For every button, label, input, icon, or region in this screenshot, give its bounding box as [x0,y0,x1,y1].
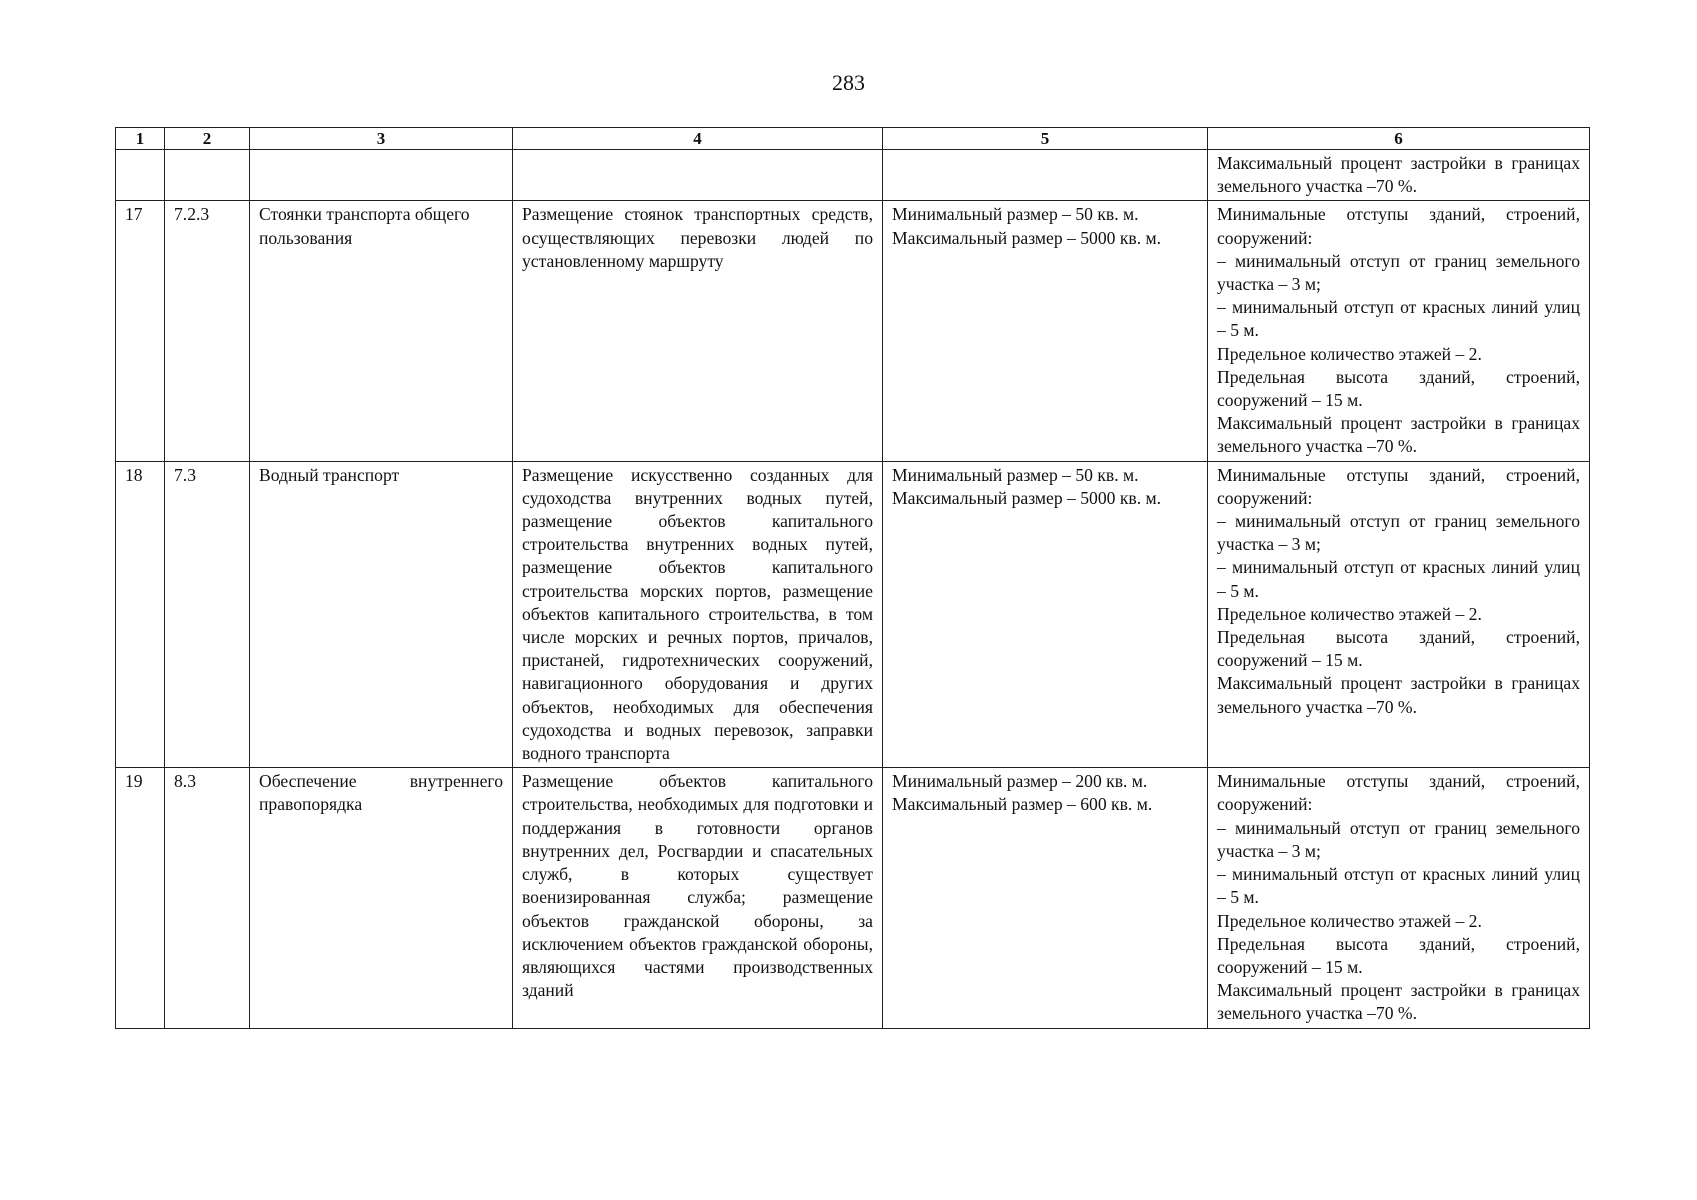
param-line: Максимальный процент застройки в границах земельного участка –70 %. [1217,413,1580,457]
size-cell [883,768,1208,1028]
code-cell: 8.3 [165,768,250,1028]
param-line: Минимальные отступы зданий, строений, сооружений: [1217,464,1580,508]
param-line: Предельная высота зданий, строений, сооружений – 15 м. [1217,366,1580,411]
param-line: Предельное количество этажей – 2. [1217,603,1482,624]
row-number-cell: 18 [116,461,165,768]
page-number: 283 [832,70,865,95]
name-cell: Обеспечение внутреннего правопорядка [250,768,513,1028]
column-header: 2 [165,128,250,150]
param-line: – минимальный отступ от красных линий улиц – 5 м. [1217,864,1580,908]
size-min: Минимальный размер – 50 кв. м. [892,204,1139,225]
name-cell [250,150,513,201]
table-row [116,201,1590,461]
name-cell: Водный транспорт [250,461,513,768]
param-line: – минимальный отступ от границ земельного участка – 3 м; [1217,250,1580,295]
param-line: Минимальные отступы зданий, строений, сооружений: [1217,204,1580,248]
column-header: 1 [116,128,165,150]
param-line: Предельное количество этажей – 2. [1217,910,1482,931]
column-header: 3 [250,128,513,150]
size-cell [883,201,1208,461]
table-header-row [116,128,1590,150]
size-min: Минимальный размер – 200 кв. м. [892,771,1148,792]
row-number-cell [116,150,165,201]
params-cell [1208,768,1590,1028]
row-number-cell: 19 [116,768,165,1028]
params-cell [1208,150,1590,201]
table-row [116,768,1590,1028]
param-line: Максимальный процент застройки в границах земельного участка –70 %. [1217,980,1580,1024]
param-line: Предельная высота зданий, строений, сооружений – 15 м. [1217,627,1580,671]
description-cell [513,150,883,201]
param-line: – минимальный отступ от границ земельного участка – 3 м; [1217,511,1580,555]
description-cell: Размещение стоянок транспортных средств, осуществляющих перевозки людей по установленному маршруту [513,201,883,461]
row-number-cell: 17 [116,201,165,461]
table-row [116,150,1590,201]
code-cell: 7.3 [165,461,250,768]
size-max: Максимальный размер – 5000 кв. м. [892,227,1162,248]
param-line: Предельное количество этажей – 2. [1217,343,1482,364]
description-cell: Размещение искусственно созданных для судоходства внутренних водных путей, размещение объектов капитального строительства внутренних водных путей, размещение объектов капитального строительства морских портов, размещение объектов капитального строительства, в том числе морских и речных портов, причалов, пристаней, гидротехнических сооружений, навигационного оборудования и других объектов, необходимых для обеспечения судоходства и водных перевозок, заправки водного транспорта [513,461,883,768]
size-max: Максимальный размер – 600 кв. м. [892,794,1153,815]
code-cell: 7.2.3 [165,201,250,461]
params-cell [1208,461,1590,768]
zoning-table [115,127,1590,1029]
column-header: 4 [513,128,883,150]
table-row [116,461,1590,768]
params-cell [1208,201,1590,461]
size-max: Максимальный размер – 5000 кв. м. [892,487,1162,508]
description-cell: Размещение объектов капитального строительства, необходимых для подготовки и поддержания в готовности органов внутренних дел, Росгвардии и спасательных служб, в которых существует военизированная служба; размещение объектов гражданской обороны, за исключением объектов гражданской обороны, являющихся частями производственных зданий [513,768,883,1028]
column-header: 5 [883,128,1208,150]
code-cell [165,150,250,201]
param-line: – минимальный отступ от красных линий улиц – 5 м. [1217,557,1580,601]
param-line: – минимальный отступ от границ земельного участка – 3 м; [1217,817,1580,861]
size-min: Минимальный размер – 50 кв. м. [892,464,1139,485]
param-line: Максимальный процент застройки в границах земельного участка –70 %. [1217,153,1580,197]
name-cell: Стоянки транспорта общего пользования [250,201,513,461]
param-line: Предельная высота зданий, строений, сооружений – 15 м. [1217,933,1580,977]
param-line: Минимальные отступы зданий, строений, сооружений: [1217,771,1580,815]
size-cell [883,150,1208,201]
param-line: – минимальный отступ от красных линий улиц – 5 м. [1217,297,1580,341]
param-line: Максимальный процент застройки в границах земельного участка –70 %. [1217,673,1580,717]
size-cell [883,461,1208,768]
column-header: 6 [1208,128,1590,150]
